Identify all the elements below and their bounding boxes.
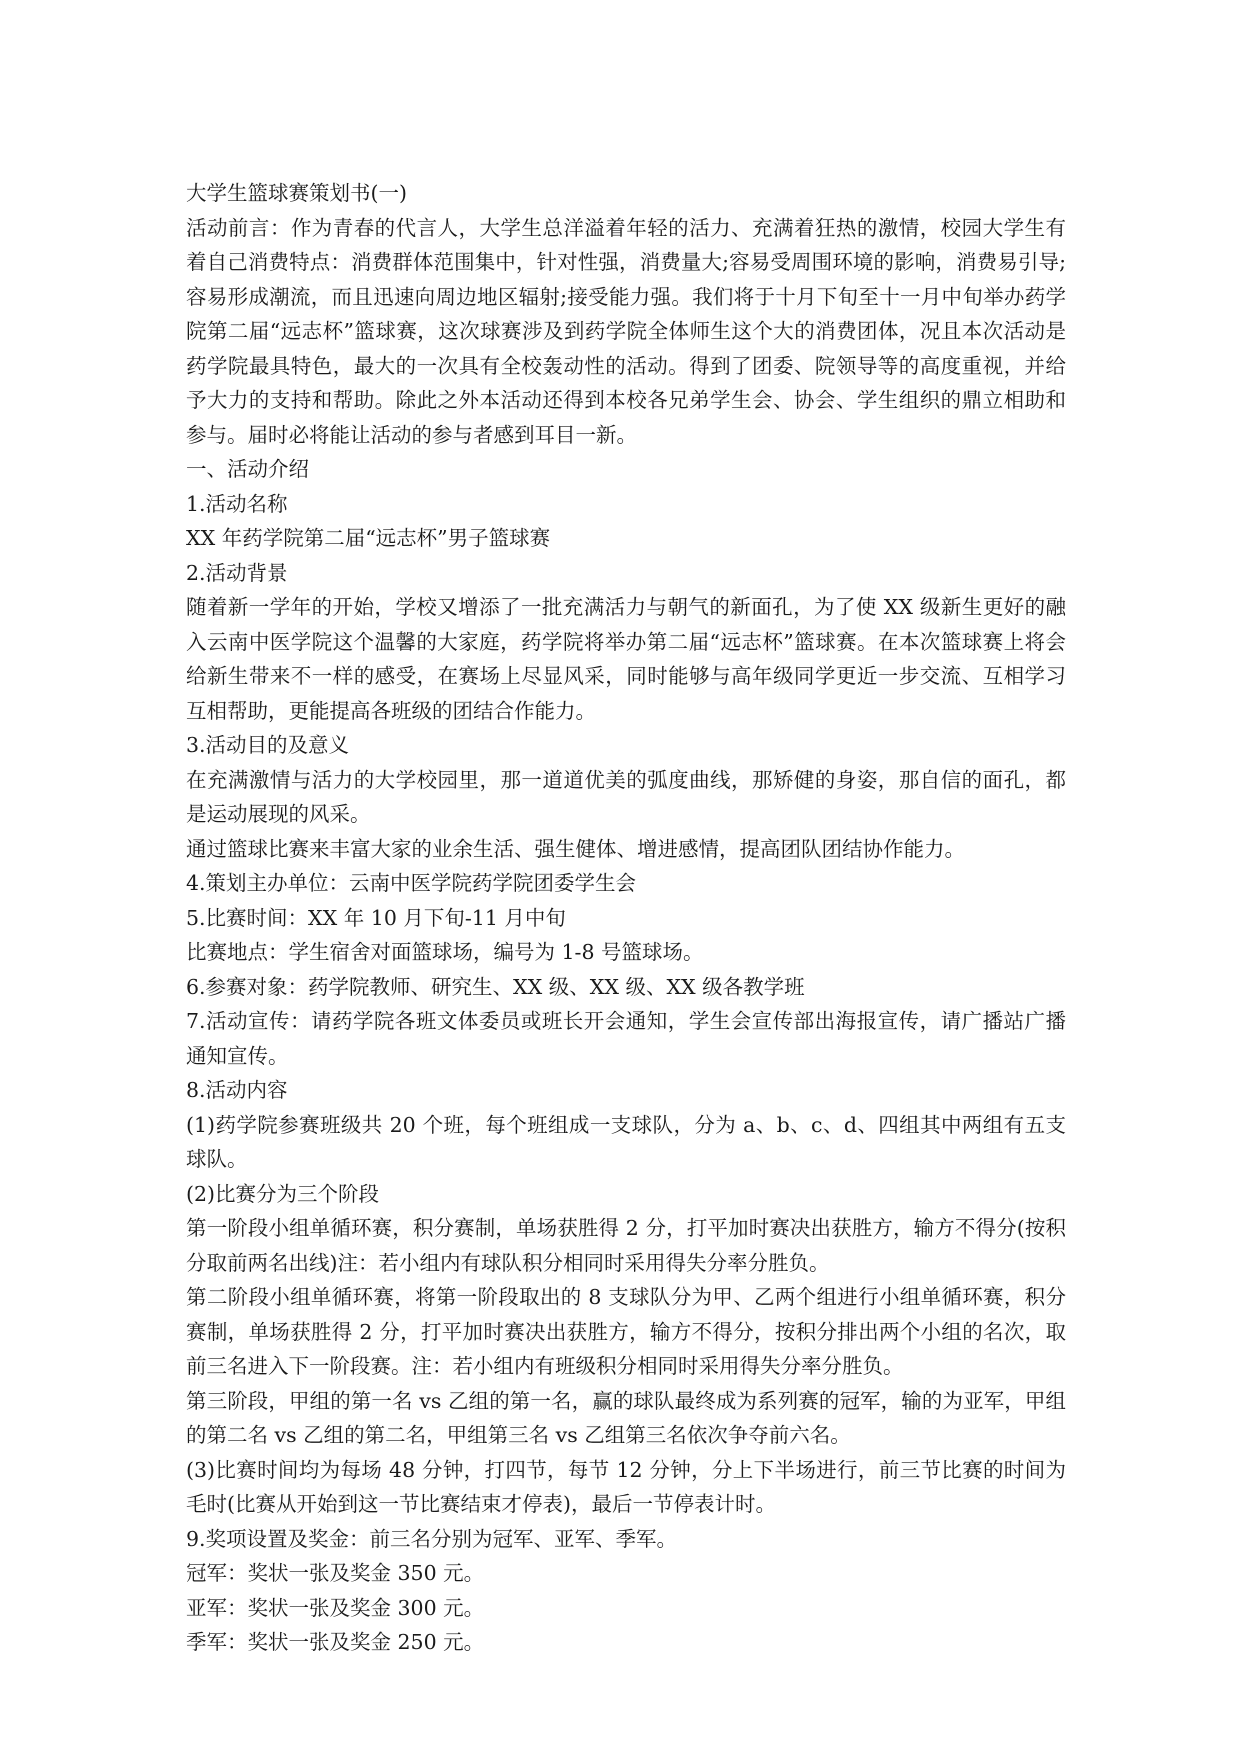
paragraph-match-time: 5.比赛时间：XX 年 10 月下旬-11 月中旬 bbox=[186, 905, 566, 930]
heading-activity-background: 2.活动背景 bbox=[186, 560, 288, 585]
paragraph-stage-3: 第三阶段，甲组的第一名 vs 乙组的第一名，赢的球队最终成为系列赛的冠军，输的为亚军，甲组的第二名 vs 乙组的第二名，甲组第三名 vs 乙组第三名依次争夺前六名。 bbox=[186, 1388, 1066, 1447]
heading-activity-intro: 一、活动介绍 bbox=[186, 457, 309, 481]
document-page bbox=[186, 176, 1066, 1660]
paragraph-activity-name: XX 年药学院第二届“远志杯”男子篮球赛 bbox=[186, 526, 551, 550]
paragraph-match-venue: 比赛地点：学生宿舍对面篮球场，编号为 1-8 号篮球场。 bbox=[186, 940, 704, 964]
paragraph-awards: 9.奖项设置及奖金：前三名分别为冠军、亚军、季军。 bbox=[186, 1526, 678, 1551]
paragraph-organizer: 4.策划主办单位：云南中医学院药学院团委学生会 bbox=[186, 871, 637, 895]
paragraph-award-runner-up: 亚军：奖状一张及奖金 300 元。 bbox=[186, 1595, 485, 1620]
paragraph-content-3: (3)比赛时间均为每场 48 分钟，打四节，每节 12 分钟，分上下半场进行，前三节比赛的时间为毛时(比赛从开始到这一节比赛结束才停表)，最后一节停表计时。 bbox=[186, 1457, 1066, 1516]
paragraph-stage-1: 第一阶段小组单循环赛，积分赛制，单场获胜得 2 分，打平加时赛决出获胜方，输方不得分(按积分取前两名出线)注：若小组内有球队积分相同时采用得失分率分胜负。 bbox=[186, 1216, 1066, 1275]
paragraph-content-2: (2)比赛分为三个阶段 bbox=[186, 1181, 380, 1206]
heading-activity-content: 8.活动内容 bbox=[186, 1078, 288, 1102]
paragraph-participants: 6.参赛对象：药学院教师、研究生、XX 级、XX 级、XX 级各教学班 bbox=[186, 974, 805, 999]
paragraph-stage-2: 第二阶段小组单循环赛，将第一阶段取出的 8 支球队分为甲、乙两个组进行小组单循环赛，积分赛制，单场获胜得 2 分，打平加时赛决出获胜方，输方不得分，按积分排出两个小组的名次，取前三名进入下一阶段赛。注：若小组内有班级积分相同时采用得失分率分胜负。 bbox=[186, 1285, 1066, 1378]
paragraph-purpose-2: 通过篮球比赛来丰富大家的业余生活、强生健体、增进感情，提高团队团结协作能力。 bbox=[186, 836, 965, 861]
paragraph-award-champion: 冠军：奖状一张及奖金 350 元。 bbox=[186, 1561, 485, 1585]
paragraph-activity-background: 随着新一学年的开始，学校又增添了一批充满活力与朝气的新面孔，为了使 XX 级新生更好的融入云南中医学院这个温馨的大家庭，药学院将举办第二届“远志杯”篮球赛。在本次篮球赛上将会给新生带来不一样的感受，在赛场上尽显风采，同时能够与高年级同学更近一步交流、互相学习互相帮助，更能提高各班级的团结合作能力。 bbox=[186, 595, 1066, 723]
paragraph-content-1: (1)药学院参赛班级共 20 个班，每个班组成一支球队，分为 a、b、c、d、四组其中两组有五支球队。 bbox=[186, 1112, 1066, 1171]
paragraph-purpose-1: 在充满激情与活力的大学校园里，那一道道优美的弧度曲线，那矫健的身姿，那自信的面孔，都是运动展现的风采。 bbox=[186, 767, 1066, 826]
heading-activity-name: 1.活动名称 bbox=[186, 491, 288, 516]
paragraph-award-third: 季军：奖状一张及奖金 250 元。 bbox=[186, 1630, 485, 1654]
heading-activity-purpose: 3.活动目的及意义 bbox=[186, 733, 350, 757]
paragraph-preface: 活动前言：作为青春的代言人，大学生总洋溢着年轻的活力、充满着狂热的激情，校园大学生有着自己消费特点：消费群体范围集中，针对性强，消费量大;容易受周围环境的影响，消费易引导;容易形成潮流，而且迅速向周边地区辐射;接受能力强。我们将于十月下旬至十一月中旬举办药学院第二届“远志杯”篮球赛，这次球赛涉及到药学院全体师生这个大的消费团体，况且本次活动是药学院最具特色，最大的一次具有全校轰动性的活动。得到了团委、院领导等的高度重视，并给予大力的支持和帮助。除此之外本活动还得到本校各兄弟学生会、协会、学生组织的鼎立相助和参与。届时必将能让活动的参与者感到耳目一新。 bbox=[186, 215, 1066, 447]
document-title: 大学生篮球赛策划书(一) bbox=[186, 181, 407, 205]
paragraph-publicity: 7.活动宣传：请药学院各班文体委员或班长开会通知，学生会宣传部出海报宣传，请广播站广播通知宣传。 bbox=[186, 1009, 1066, 1068]
